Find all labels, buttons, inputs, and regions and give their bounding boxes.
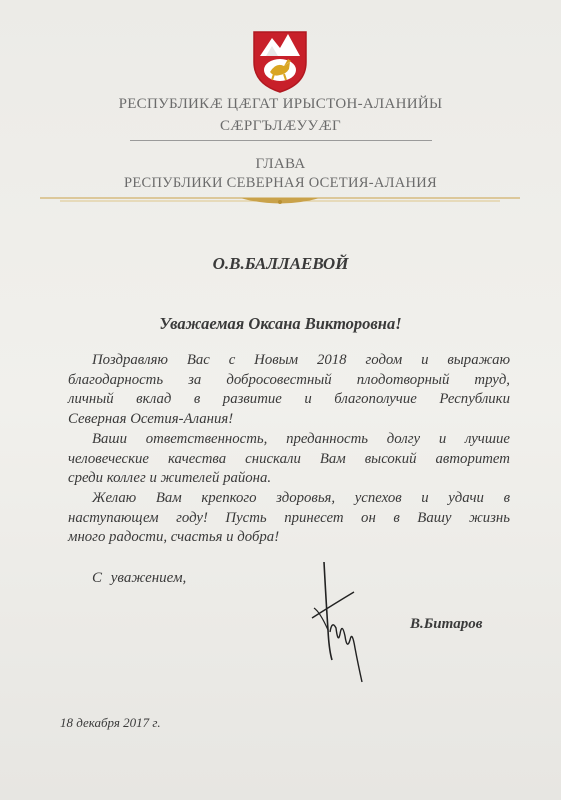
letterhead-republic: РЕСПУБЛИКИ СЕВЕРНАЯ ОСЕТИЯ-АЛАНИЯ <box>123 175 438 191</box>
letterhead-ossetian-title: СӔРГЪЛӔУУӔГ <box>219 118 341 134</box>
coat-of-arms-emblem <box>250 22 310 94</box>
gold-ornament-divider <box>40 192 520 208</box>
letterhead-ossetian-republic: РЕСПУБЛИКӔ ЦӔГАТ ИРЫСТОН-АЛАНИЙЫ <box>118 96 443 112</box>
body-line: много радости, счастья и добра! <box>68 529 280 546</box>
body-line: Ваши ответственность, преданность долгу и лучшие <box>92 430 510 447</box>
signer-name: В.Битаров <box>410 616 483 632</box>
closing-phrase: С уважением, <box>92 570 187 586</box>
body-line: личный вклад в развитие и благополучие Республики <box>68 391 510 408</box>
letter-body <box>68 351 510 548</box>
body-line: среди коллег и жителей района. <box>68 470 272 487</box>
body-line: Северная Осетия-Алания! <box>68 411 234 428</box>
body-line: Поздравляю Вас с Новым 2018 годом и выражаю <box>92 352 510 368</box>
handwritten-signature <box>310 560 370 685</box>
body-line: наступающем году! Пусть принесет он в Вашу жизнь <box>68 509 510 526</box>
salutation: Уважаемая Оксана Викторовна! <box>159 314 402 333</box>
addressee: О.В.БАЛЛАЕВОЙ <box>212 254 349 273</box>
body-line: благодарность за добросовестный плодотворный труд, <box>68 371 510 388</box>
body-line: Желаю Вам крепкого здоровья, успехов и удачи в <box>92 489 510 506</box>
letterhead-divider <box>130 140 432 141</box>
body-line: человеческие качества снискали Вам высокий авторитет <box>68 450 510 467</box>
letter-date: 18 декабря 2017 г. <box>60 715 161 730</box>
letterhead-title: ГЛАВА <box>255 156 306 172</box>
